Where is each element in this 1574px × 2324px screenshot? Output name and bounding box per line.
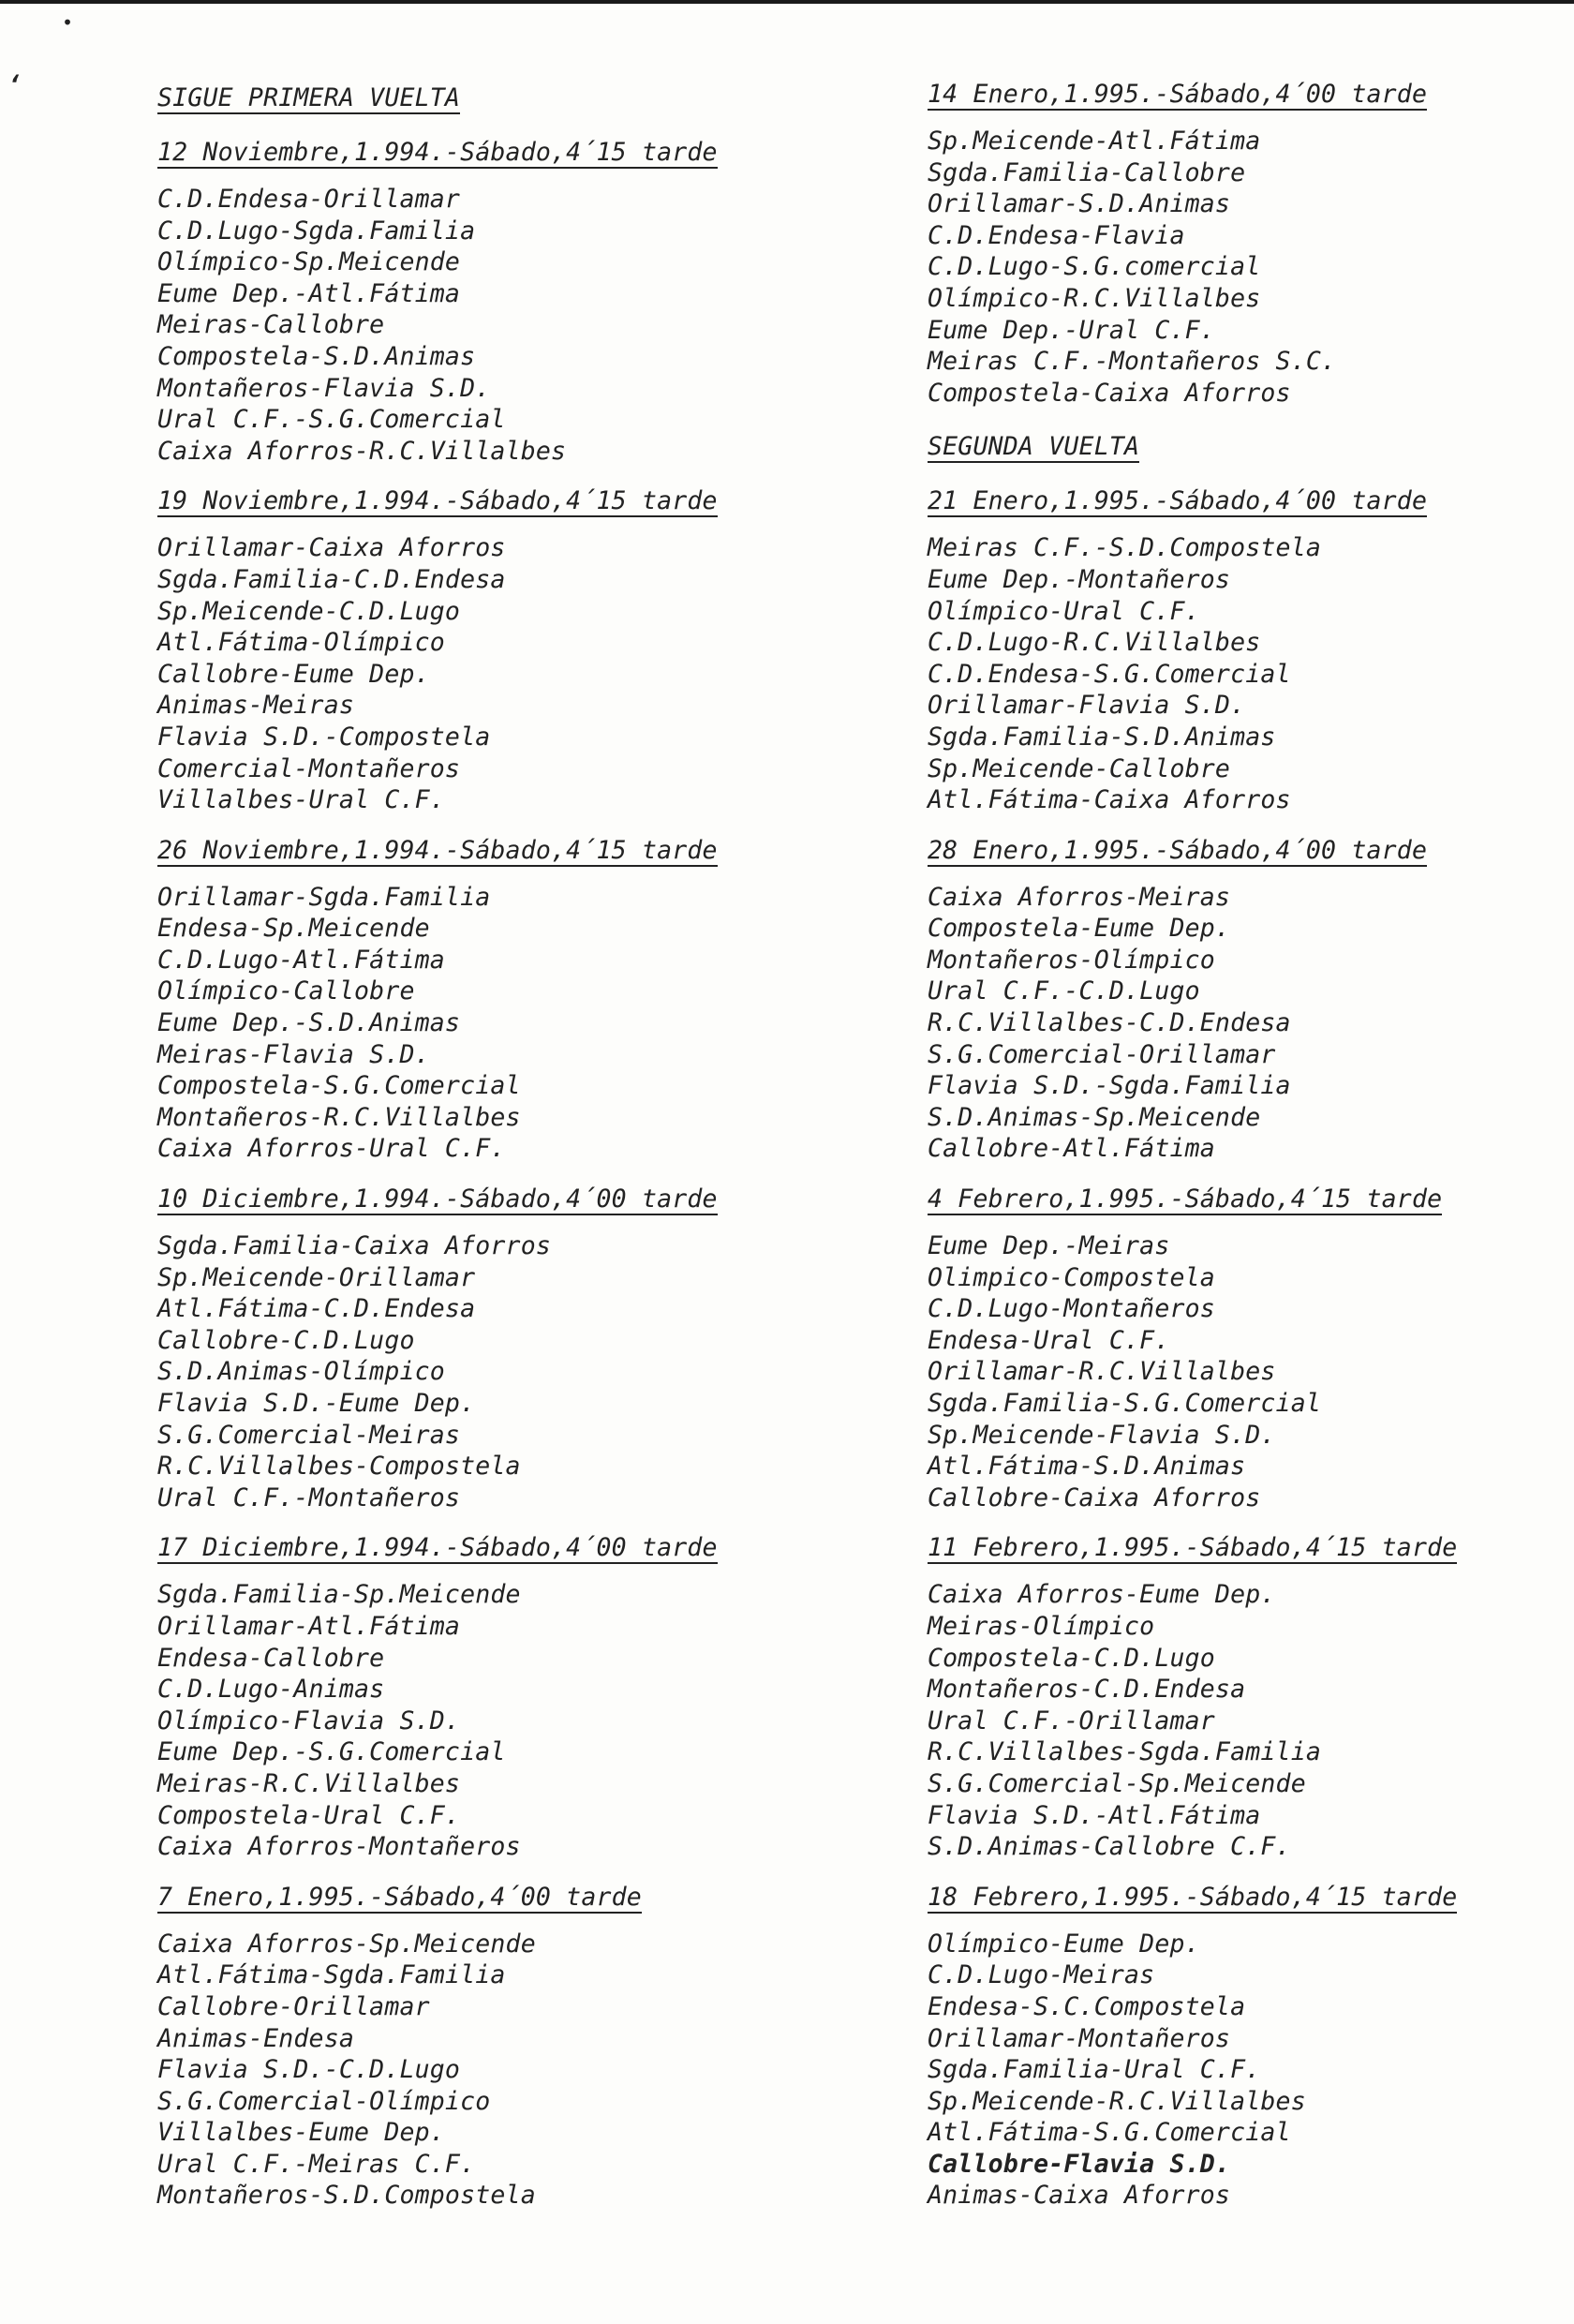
round-block: [928, 1882, 1527, 2212]
round-block: [928, 1532, 1527, 1862]
match-fixture: Flavia S.D.-Atl.Fátima: [928, 1800, 1261, 1830]
match-fixture: Sgda.Familia-Sp.Meicende: [157, 1580, 521, 1610]
match-fixture: Ural C.F.-Orillamar: [928, 1706, 1215, 1736]
match-fixture: Orillamar-Montañeros: [928, 2023, 1231, 2053]
match-fixture: Meiras-R.C.Villalbes: [157, 1768, 461, 1798]
match-fixture: Caixa Aforros-Meiras: [928, 882, 1231, 912]
round-block: [928, 79, 1527, 409]
round-date-heading: 18 Febrero,1.995.-Sábado,4´15 tarde: [928, 1882, 1458, 1912]
match-fixture: Eume Dep.-Meiras: [928, 1231, 1170, 1261]
match-fixture: C.D.Lugo-Atl.Fátima: [157, 945, 445, 975]
section-title-segunda-vuelta: SEGUNDA VUELTA: [928, 432, 1140, 462]
match-fixture: C.D.Endesa-Orillamar: [157, 185, 461, 214]
match-fixture: Sp.Meicende-C.D.Lugo: [157, 596, 461, 626]
match-fixture: Caixa Aforros-Sp.Meicende: [157, 1929, 536, 1959]
round-date-heading: 17 Diciembre,1.994.-Sábado,4´00 tarde: [157, 1533, 718, 1563]
match-fixture: Caixa Aforros-Montañeros: [157, 1832, 521, 1862]
match-fixture: Callobre-Orillamar: [157, 1991, 430, 2021]
match-fixture: Endesa-Callobre: [157, 1643, 385, 1673]
match-fixture: Montañeros-S.D.Compostela: [157, 2181, 536, 2211]
match-fixture: Flavia S.D.-Eume Dep.: [157, 1389, 476, 1418]
match-fixture: Sp.Meicende-Orillamar: [157, 1262, 476, 1292]
match-fixture: Sgda.Familia-Callobre: [928, 157, 1246, 187]
round-block: [928, 835, 1527, 1165]
match-fixture: C.D.Lugo-R.C.Villalbes: [928, 628, 1261, 658]
match-fixture: Caixa Aforros-Ural C.F.: [157, 1134, 506, 1164]
match-fixture: Compostela-Caixa Aforros: [928, 378, 1291, 408]
round-date-heading: 28 Enero,1.995.-Sábado,4´00 tarde: [928, 835, 1428, 865]
match-fixture: Atl.Fátima-S.D.Animas: [928, 1452, 1246, 1482]
match-fixture: R.C.Villalbes-Sgda.Familia: [928, 1737, 1322, 1767]
match-fixture: S.D.Animas-Sp.Meicende: [928, 1102, 1261, 1132]
round-date-heading: 21 Enero,1.995.-Sábado,4´00 tarde: [928, 486, 1428, 516]
match-fixture: Animas-Meiras: [157, 691, 355, 721]
match-fixture: Flavia S.D.-C.D.Lugo: [157, 2055, 461, 2085]
match-fixture: Atl.Fátima-C.D.Endesa: [157, 1294, 476, 1324]
match-fixture: Orillamar-Sgda.Familia: [157, 882, 491, 912]
match-fixture: Ural C.F.-Meiras C.F.: [157, 2149, 476, 2179]
match-fixture: Callobre-Caixa Aforros: [928, 1482, 1261, 1512]
match-fixture: S.D.Animas-Callobre C.F.: [928, 1832, 1291, 1862]
match-fixture: Callobre-Atl.Fátima: [928, 1134, 1215, 1164]
stray-pen-mark: ‘: [7, 71, 22, 99]
section-title-primera-vuelta: SIGUE PRIMERA VUELTA: [157, 83, 461, 112]
match-fixture: Olímpico-R.C.Villalbes: [928, 283, 1261, 313]
match-fixture: Eume Dep.-Atl.Fátima: [157, 278, 461, 308]
round-block: [157, 1882, 757, 2212]
match-fixture: Ural C.F.-S.G.Comercial: [157, 405, 506, 435]
match-fixture: Caixa Aforros-Eume Dep.: [928, 1580, 1276, 1610]
left-column: [157, 82, 757, 2230]
match-fixture: Montañeros-Flavia S.D.: [157, 373, 491, 403]
round-block: [157, 835, 757, 1165]
match-fixture: S.G.Comercial-Sp.Meicende: [928, 1768, 1306, 1798]
match-fixture: Olímpico-Sp.Meicende: [157, 247, 461, 277]
match-fixture: Olimpico-Compostela: [928, 1262, 1215, 1292]
match-fixture: Orillamar-R.C.Villalbes: [928, 1357, 1276, 1387]
stray-dot-mark: •: [62, 11, 74, 34]
match-fixture: Meiras C.F.-Montañeros S.C.: [928, 347, 1337, 377]
match-fixture: C.D.Lugo-S.G.comercial: [928, 252, 1261, 282]
match-fixture: Sgda.Familia-C.D.Endesa: [157, 564, 506, 594]
match-fixture: Sp.Meicende-R.C.Villalbes: [928, 2086, 1306, 2116]
match-fixture: Atl.Fátima-Caixa Aforros: [928, 785, 1291, 815]
page-top-edge: [0, 0, 1574, 4]
match-fixture: Sgda.Familia-S.G.Comercial: [928, 1389, 1322, 1418]
round-date-heading: 11 Febrero,1.995.-Sábado,4´15 tarde: [928, 1533, 1458, 1563]
match-fixture: S.G.Comercial-Meiras: [157, 1420, 461, 1450]
match-fixture: Compostela-S.D.Animas: [157, 341, 476, 371]
match-fixture: Compostela-Ural C.F.: [157, 1800, 461, 1830]
round-block: [157, 1184, 757, 1513]
match-fixture: Flavia S.D.-Compostela: [157, 722, 491, 752]
match-fixture: Sgda.Familia-S.D.Animas: [928, 722, 1276, 752]
round-block: [157, 137, 757, 467]
match-fixture: Olímpico-Eume Dep.: [928, 1929, 1200, 1959]
match-fixture: Orillamar-Atl.Fátima: [157, 1611, 461, 1641]
match-fixture: Comercial-Montañeros: [157, 753, 461, 783]
match-fixture: Eume Dep.-S.G.Comercial: [157, 1737, 506, 1767]
match-fixture: Compostela-Eume Dep.: [928, 914, 1231, 944]
match-fixture: Eume Dep.-Montañeros: [928, 564, 1231, 594]
match-fixture: Olímpico-Ural C.F.: [928, 596, 1200, 626]
round-date-heading: 14 Enero,1.995.-Sábado,4´00 tarde: [928, 80, 1428, 109]
round-block: [928, 485, 1527, 815]
match-fixture: Sp.Meicende-Callobre: [928, 753, 1231, 783]
match-fixture: Sp.Meicende-Flavia S.D.: [928, 1420, 1276, 1450]
round-block: [157, 1532, 757, 1862]
match-fixture: S.G.Comercial-Olímpico: [157, 2086, 491, 2116]
match-fixture: Meiras-Callobre: [157, 310, 385, 340]
match-fixture: Olímpico-Flavia S.D.: [157, 1706, 461, 1736]
match-fixture: R.C.Villalbes-Compostela: [157, 1452, 521, 1482]
match-fixture: Endesa-Sp.Meicende: [157, 914, 430, 944]
round-date-heading: 26 Noviembre,1.994.-Sábado,4´15 tarde: [157, 835, 718, 865]
match-fixture: Ural C.F.-C.D.Lugo: [928, 976, 1200, 1006]
match-fixture: Orillamar-Flavia S.D.: [928, 691, 1246, 721]
match-fixture: Compostela-C.D.Lugo: [928, 1643, 1215, 1673]
match-fixture: C.D.Lugo-Sgda.Familia: [157, 216, 476, 246]
match-fixture: Montañeros-C.D.Endesa: [928, 1675, 1246, 1705]
match-fixture: Villalbes-Eume Dep.: [157, 2118, 445, 2148]
match-fixture: Ural C.F.-Montañeros: [157, 1482, 461, 1512]
match-fixture: Atl.Fátima-Olímpico: [157, 628, 445, 658]
round-date-heading: 19 Noviembre,1.994.-Sábado,4´15 tarde: [157, 486, 718, 516]
round-date-heading: 7 Enero,1.995.-Sábado,4´00 tarde: [157, 1882, 642, 1912]
match-fixture: Caixa Aforros-R.C.Villalbes: [157, 436, 567, 466]
match-fixture: C.D.Lugo-Montañeros: [928, 1294, 1215, 1324]
match-fixture: Sp.Meicende-Atl.Fátima: [928, 127, 1261, 156]
match-fixture: Compostela-S.G.Comercial: [157, 1071, 521, 1101]
match-fixture: Eume Dep.-Ural C.F.: [928, 315, 1215, 345]
match-fixture: C.D.Endesa-S.G.Comercial: [928, 659, 1291, 689]
match-fixture: Atl.Fátima-S.G.Comercial: [928, 2118, 1291, 2148]
match-fixture: Meiras-Olímpico: [928, 1611, 1155, 1641]
match-fixture: Meiras-Flavia S.D.: [157, 1039, 430, 1069]
round-block: [157, 485, 757, 815]
match-fixture: Orillamar-S.D.Animas: [928, 189, 1231, 219]
match-fixture: C.D.Lugo-Meiras: [928, 1960, 1155, 1990]
match-fixture: Flavia S.D.-Sgda.Familia: [928, 1071, 1291, 1101]
round-date-heading: 12 Noviembre,1.994.-Sábado,4´15 tarde: [157, 138, 718, 167]
round-block: [928, 1184, 1527, 1513]
match-fixture: Endesa-S.C.Compostela: [928, 1991, 1246, 2021]
match-fixture: Callobre-C.D.Lugo: [157, 1325, 415, 1355]
match-fixture: Meiras C.F.-S.D.Compostela: [928, 533, 1322, 563]
match-fixture: Sgda.Familia-Ural C.F.: [928, 2055, 1261, 2085]
match-fixture: C.D.Endesa-Flavia: [928, 220, 1185, 250]
match-fixture: Atl.Fátima-Sgda.Familia: [157, 1960, 506, 1990]
match-fixture: Sgda.Familia-Caixa Aforros: [157, 1231, 552, 1261]
match-fixture: S.G.Comercial-Orillamar: [928, 1039, 1276, 1069]
match-fixture: Montañeros-R.C.Villalbes: [157, 1102, 521, 1132]
match-fixture: Endesa-Ural C.F.: [928, 1325, 1170, 1355]
match-fixture: Callobre-Eume Dep.: [157, 659, 430, 689]
match-fixture: Callobre-Flavia S.D.: [928, 2149, 1231, 2179]
match-fixture: S.D.Animas-Olímpico: [157, 1357, 445, 1387]
match-fixture: C.D.Lugo-Animas: [157, 1675, 385, 1705]
match-fixture: Olímpico-Callobre: [157, 976, 415, 1006]
round-date-heading: 4 Febrero,1.995.-Sábado,4´15 tarde: [928, 1184, 1443, 1214]
match-fixture: Villalbes-Ural C.F.: [157, 785, 445, 815]
round-date-heading: 10 Diciembre,1.994.-Sábado,4´00 tarde: [157, 1184, 718, 1214]
match-fixture: Eume Dep.-S.D.Animas: [157, 1008, 461, 1038]
match-fixture: Animas-Caixa Aforros: [928, 2181, 1231, 2211]
match-fixture: Animas-Endesa: [157, 2023, 355, 2053]
right-column: [928, 79, 1527, 2230]
match-fixture: R.C.Villalbes-C.D.Endesa: [928, 1008, 1291, 1038]
match-fixture: Orillamar-Caixa Aforros: [157, 533, 506, 563]
match-fixture: Montañeros-Olímpico: [928, 945, 1215, 975]
